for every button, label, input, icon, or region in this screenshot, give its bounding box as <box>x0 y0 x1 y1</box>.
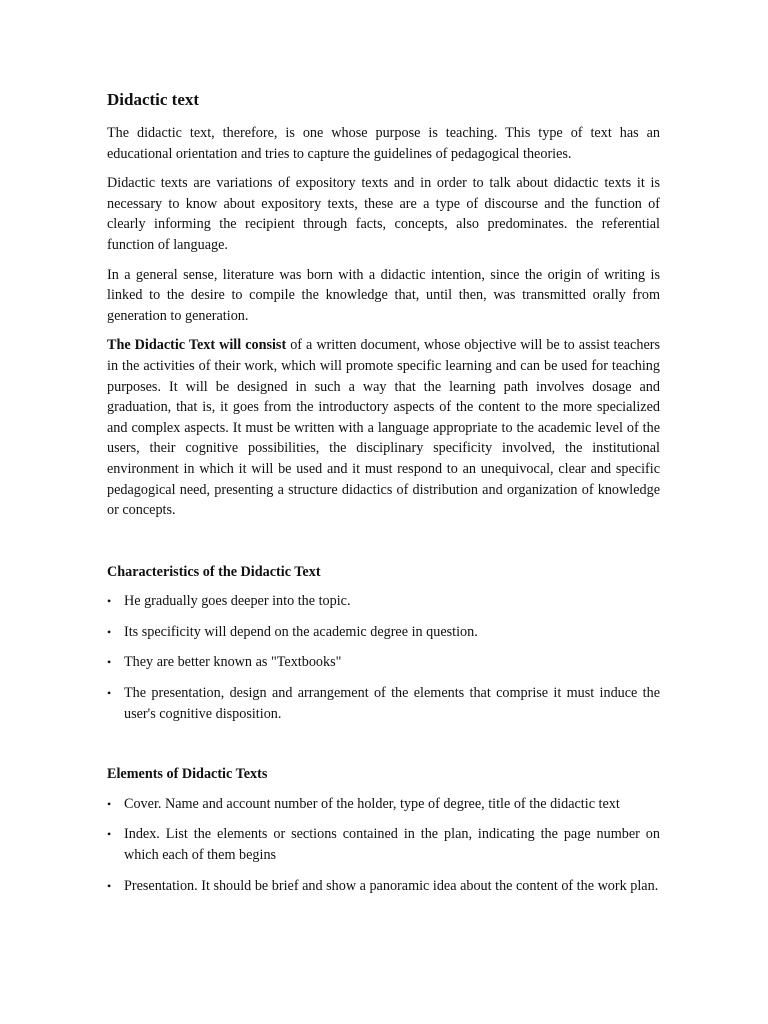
list-item-text: They are better known as "Textbooks" <box>124 654 342 671</box>
bullet-icon: • <box>107 878 112 893</box>
bullet-icon: • <box>107 624 112 639</box>
list-item-text: The presentation, design and arrangement of the elements that comprise it must induce the user's cognitive disposition. <box>124 685 660 722</box>
bullet-icon: • <box>107 796 112 811</box>
list-item <box>107 824 660 865</box>
document-title: Didactic text <box>107 90 200 109</box>
list-item-text: Presentation. It should be brief and show a panoramic idea about the content of the work plan. <box>124 877 659 894</box>
list-item <box>107 652 660 673</box>
intro-paragraph-3: In a general sense, literature was born with a didactic intention, since the origin of writing is linked to the desire to compile the knowledge that, until then, was transmitted orally from generation to generation. <box>107 266 660 324</box>
list-item <box>107 876 660 897</box>
list-item <box>107 622 660 643</box>
intro-paragraph-1: The didactic text, therefore, is one whose purpose is teaching. This type of text has an educational orientation and tries to capture the guidelines of pedagogical theories. <box>107 125 660 162</box>
intro-paragraph-2: Didactic texts are variations of expository texts and in order to talk about didactic texts it is necessary to know about expository texts, these are a type of discourse and the function of clearly informing the recipient through facts, concepts, also predominates. the referential function of language. <box>107 175 660 253</box>
characteristics-heading: Characteristics of the Didactic Text <box>107 563 321 580</box>
consist-paragraph <box>107 335 660 520</box>
consist-bold-lead: The Didactic Text will consist <box>107 337 287 354</box>
bullet-icon: • <box>107 594 112 609</box>
list-item <box>107 794 660 815</box>
list-item-text: Index. List the elements or sections contained in the plan, indicating the page number on which each of them begins <box>124 826 660 864</box>
elements-heading: Elements of Didactic Texts <box>107 766 268 783</box>
list-item-text: Its specificity will depend on the academic degree in question. <box>124 623 478 640</box>
list-item <box>107 591 660 612</box>
characteristics-list <box>107 591 660 724</box>
bullet-icon: • <box>107 655 112 670</box>
document-page <box>107 88 660 906</box>
list-item-text: Cover. Name and account number of the holder, type of degree, title of the didactic text <box>124 795 620 812</box>
list-item-text: He gradually goes deeper into the topic. <box>124 593 351 610</box>
consist-body: of a written document, whose objective will be to assist teachers in the activities of their work, which will promote specific learning and can be used for teaching purposes. It will be designed in such a way that the learning path involves dosage and graduation, that is, it goes from the introductory aspects of the content to the more specialized and complex aspects. It must be written with a language appropriate to the academic level of the users, their cognitive possibilities, the disciplinary specificity involved, the institutional environment in which it will be used and it must respond to an unequivocal, clear and specific pedagogical need, presenting a structure didactics of distribution and organization of knowledge or concepts. <box>107 337 660 519</box>
bullet-icon: • <box>107 686 112 701</box>
bullet-icon: • <box>107 827 112 842</box>
elements-list <box>107 794 660 896</box>
list-item <box>107 683 660 724</box>
